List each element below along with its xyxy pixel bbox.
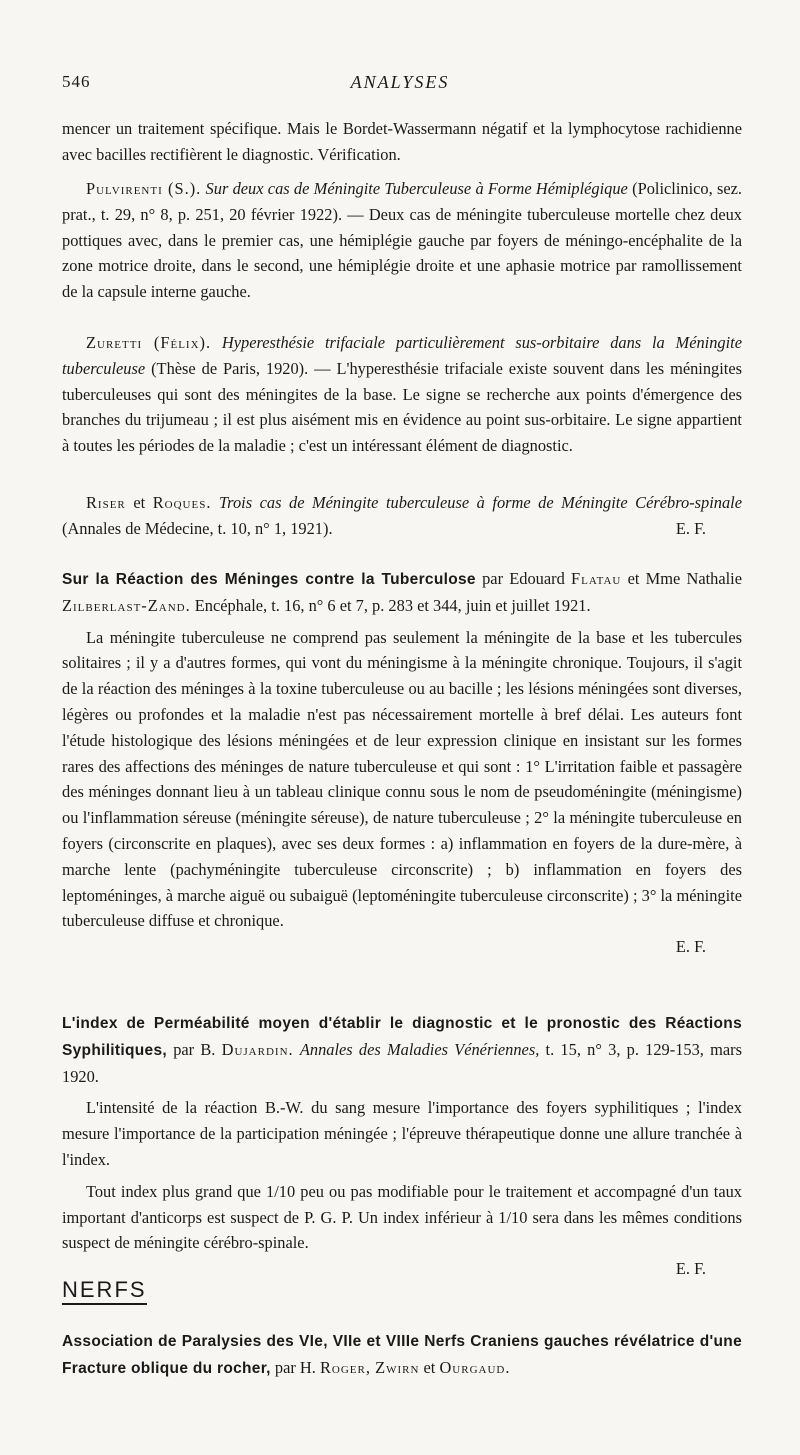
entry-pulvirenti xyxy=(62,176,742,305)
continuation-text: mencer un traitement spécifique. Mais le Bordet-Wassermann négatif et la lymphocytose rachidienne avec bacilles rectifièrent le diagnostic. Vérification. xyxy=(62,119,742,164)
entry-title: Sur deux cas de Méningite Tuberculeuse à Forme Hémiplégique xyxy=(205,179,628,198)
section-heading: NERFS xyxy=(62,1278,147,1305)
entry-paragraph xyxy=(62,176,742,305)
entry-author: Pulvirenti (S.). xyxy=(86,179,202,198)
page-header xyxy=(62,72,738,102)
article-cranial-nerves xyxy=(62,1328,742,1382)
entry-author: Riser xyxy=(86,493,126,512)
running-title: ANALYSES xyxy=(350,72,450,92)
article-citation: Encéphale, t. 16, n° 6 et 7, p. 283 et 344, juin et juillet 1921. xyxy=(194,595,591,615)
entry-riser-roques xyxy=(62,490,742,542)
signature: E. F. xyxy=(675,518,706,538)
entry-title: Trois cas de Méningite tuberculeuse à forme de Méningite Cérébro-spinale xyxy=(218,493,742,512)
entry-paragraph xyxy=(62,330,742,459)
entry-title: Hyperesthésie trifaciale particulièrement sus-orbitaire dans la Méningite tuberculeuse xyxy=(62,333,742,378)
article-heading xyxy=(62,1328,742,1382)
article-author: Ourgaud. xyxy=(439,1357,511,1377)
entry-body: (Annales de Médecine, t. 10, n° 1, 1921). xyxy=(62,518,333,538)
byline: et Mme Nathalie xyxy=(627,569,743,588)
article-author: Roger, xyxy=(319,1357,371,1377)
page-number: 546 xyxy=(62,72,91,91)
article-body: L'intensité de la réaction B.-W. du sang mesure l'importance des foyers syphilitiques ; l'index mesure l'importance de la participation méningée ; l'épreuve thérapeutique donne une allure tranchée à l'index. xyxy=(62,1098,742,1169)
conjunction: et xyxy=(423,1357,436,1377)
article-body: Tout index plus grand que 1/10 peu ou pas modifiable pour le traitement et accompagné d'un taux important d'anticorps est suspect de P. G. P. Un index inférieur à 1/10 sera dans les mêmes conditions suspect de méningite cérébro-spinale. xyxy=(62,1181,742,1253)
entry-author: Zuretti (Félix). xyxy=(86,333,212,352)
signature: E. F. xyxy=(675,937,706,957)
article-title: Sur la Réaction des Méninges contre la Tuberculose xyxy=(62,571,476,588)
byline: par H. xyxy=(274,1357,316,1377)
entry-zuretti xyxy=(62,330,742,459)
article-author: Zwirn xyxy=(375,1357,420,1377)
article-citation: t. 15, n° 3, p. 129-153, mars 1920. xyxy=(62,1039,742,1086)
article-meninges-reaction xyxy=(62,566,742,960)
conjunction: et xyxy=(133,493,146,512)
article-title: Association de Paralysies des VIe, VIIe et VIIIe Nerfs Craniens gauches révélatrice d'une Fracture oblique du rocher, xyxy=(62,1333,742,1377)
entry-paragraph xyxy=(62,490,742,542)
continuation-block xyxy=(62,116,742,168)
entry-author: Roques. xyxy=(152,493,212,512)
article-heading xyxy=(62,1010,742,1089)
signature: E. F. xyxy=(675,1259,706,1279)
article-author: Dujardin. xyxy=(221,1039,294,1059)
article-journal: Annales des Maladies Vénériennes, xyxy=(299,1039,540,1059)
article-author: Flatau xyxy=(571,569,622,588)
entry-body: (Policlinico, sez. prat., t. 29, n° 8, p. 251, 20 février 1922). — Deux cas de méningite tuberculeuse mortelle chez deux pottiques avec, dans le premier cas, une hémiplégie gauche par foyers de méningo-encéphalite de la zone motrice droite, dans le second, une hémiplégie droite et une aphasie motrice par ramollissement de la capsule interne gauche. xyxy=(62,179,743,302)
entry-body: (Thèse de Paris, 1920). — L'hyperesthésie trifaciale existe souvent dans les méningites tuberculeuses qui sont des méningites de la base. Le signe se recherche aux points d'émergence des branches du trijumeau ; il est plus aisément mis en évidence au point sus-orbitaire. Le signe appartient à toutes les périodes de la maladie ; c'est un intéressant élément de diagnostic. xyxy=(62,358,742,456)
byline: par Edouard xyxy=(482,569,565,588)
article-body: La méningite tuberculeuse ne comprend pas seulement la méningite de la base et les tubercules solitaires ; il y a d'autres formes, qui vont du méningisme à la méningite chronique. Toujours, il s'agit de la réaction des méninges à la toxine tuberculeuse ou au bacille ; les lésions méningées sont diverses, légères ou profondes et la maladie n'est pas nécessairement mortelle à bref délai. Les auteurs font l'étude histologique des lésions méningées et de leur expression clinique en insistant sur les formes rares des affections des méninges de nature tuberculeuse et qui sont : 1° L'irritation faible et passagère des méninges donnant lieu à un tableau clinique connu sous le nom de pseudoméningite (méningisme) ou l'inflammation séreuse (méningite séreuse), de nature tuberculeuse ; 2° la méningite tuberculeuse en foyers (circonscrite en plaques), avec ses deux formes : a) inflammation en foyers de la dure-mère, à marche lente (pachyméningite tuberculeuse circonscrite) ; b) inflammation en foyers des leptoméninges, à marche aiguë ou subaiguë (leptoméningite tuberculeuse circonscrite) ; 3° la méningite tuberculeuse diffuse et chronique. xyxy=(62,627,742,931)
article-heading xyxy=(62,566,742,619)
article-title: L'index de Perméabilité moyen d'établir le diagnostic et le pronostic des Réactions Syphilitiques, xyxy=(62,1015,742,1059)
article-author: Zilberlast-Zand. xyxy=(62,595,191,615)
article-permeability-index xyxy=(62,1010,742,1282)
byline: par B. xyxy=(173,1039,216,1059)
